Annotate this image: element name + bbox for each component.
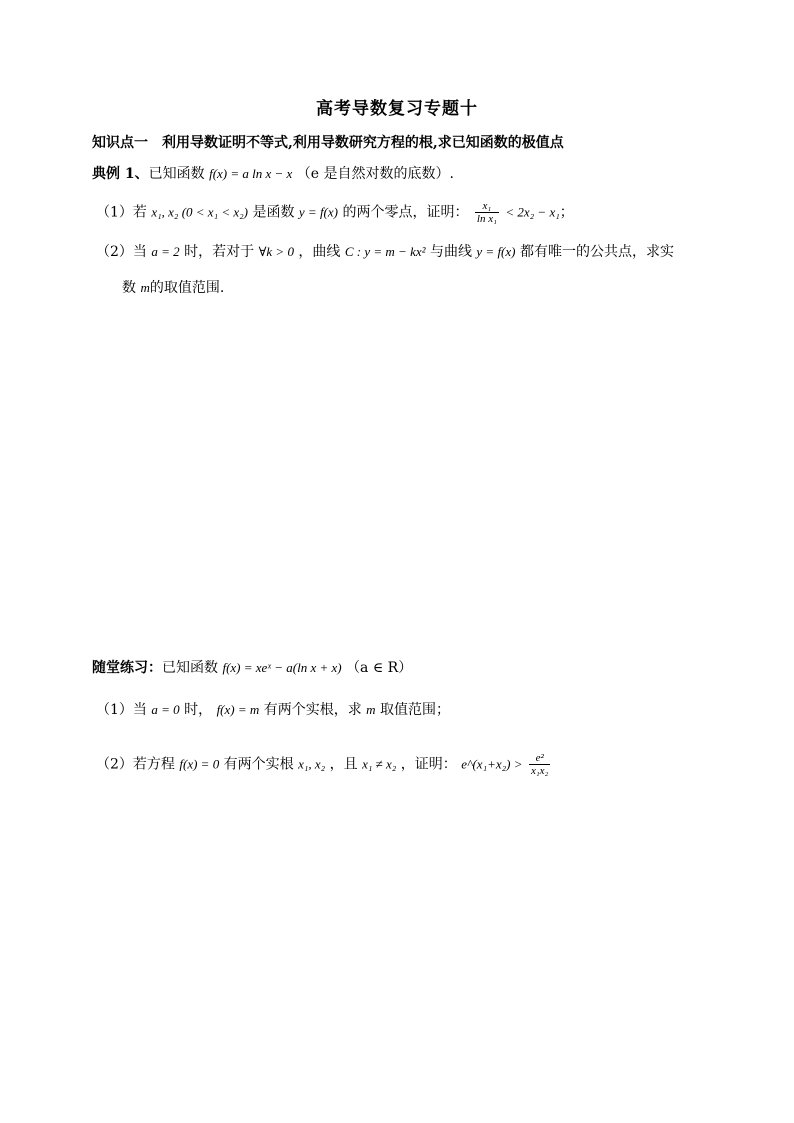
example1-intro-line xyxy=(92,164,454,184)
example1-q2-text4: 都有唯一的公共点，求实 xyxy=(519,244,674,260)
practice-q1-cond: a = 0 xyxy=(151,702,180,717)
fraction-denominator: ln x₁ xyxy=(476,213,497,225)
example1-function: f(x) = a ln x − x xyxy=(209,166,293,181)
page-title: 高考导数复习专题十 xyxy=(316,99,478,119)
example1-label: 典例 1、 xyxy=(92,166,149,182)
practice-intro-line xyxy=(92,658,412,678)
practice-cond: （a ∈ R） xyxy=(346,660,413,676)
practice-q1-text1: 时， xyxy=(184,702,213,718)
practice-function: f(x) = xeˣ − a(ln x + x) xyxy=(222,660,342,675)
example1-q2-func: y = f(x) xyxy=(476,244,516,259)
example1-q2-text1: 时，若对于 xyxy=(184,244,255,260)
practice-q2-neq: x₁ ≠ x₂ xyxy=(362,756,397,772)
practice-q2-eq: f(x) = 0 xyxy=(179,756,220,772)
fraction-denominator: x₁x₂ xyxy=(530,765,549,777)
practice-q2-text3: ，证明： xyxy=(400,756,457,773)
practice-q1-var: m xyxy=(366,702,376,717)
example1-q2-line2b: 的取值范围. xyxy=(149,280,225,296)
practice-q2-lhs: e^(x₁+x₂) > xyxy=(461,756,523,772)
practice-q2-line xyxy=(96,752,552,777)
example1-q2-var: m xyxy=(140,280,150,295)
section-heading: 知识点一 利用导数证明不等式,利用导数研究方程的根,求已知函数的极值点 xyxy=(92,135,564,151)
example1-q1-rhs: < 2x₂ − x₁ xyxy=(505,204,560,220)
example1-q2-cond: a = 2 xyxy=(151,244,180,259)
example1-q2-curve: C : y = m − kx² xyxy=(344,244,426,259)
example1-q1-line xyxy=(96,200,574,225)
practice-q2-num: （2）若方程 xyxy=(96,756,175,773)
example1-q2-quant: ∀k > 0 xyxy=(258,244,294,259)
example1-q2-text2: ，曲线 xyxy=(298,244,341,260)
example1-q2-num: （2）当 xyxy=(96,244,147,260)
practice-q1-text2: 有两个实根，求 xyxy=(263,702,362,718)
example1-q1-text: 是函数 xyxy=(252,204,295,221)
practice-q1-eq: f(x) = m xyxy=(216,702,260,717)
example1-q1-num: （1）若 xyxy=(96,204,147,221)
example1-q1-vars: x₁, x₂ (0 < x₁ < x₂) xyxy=(151,204,248,220)
example1-q2-text3: 与曲线 xyxy=(429,244,472,260)
practice-q2-fraction xyxy=(529,752,550,777)
practice-q1-text3: 取值范围； xyxy=(380,702,451,718)
example1-q2-line xyxy=(96,242,674,262)
fraction-numerator: e² xyxy=(529,752,550,765)
example1-q2-line2 xyxy=(122,278,224,298)
practice-intro: 已知函数 xyxy=(162,660,218,676)
practice-label: 随堂练习： xyxy=(92,660,162,676)
fraction-numerator: x₁ xyxy=(475,200,499,213)
example1-q1-func: y = f(x) xyxy=(298,204,338,220)
practice-q2-text2: ，且 xyxy=(329,756,358,773)
example1-q1-fraction xyxy=(475,200,499,225)
example1-q1-text2: 的两个零点，证明： xyxy=(342,204,469,221)
example1-q1-end: ； xyxy=(559,204,574,221)
example1-intro: 已知函数 xyxy=(148,166,205,182)
example1-q2-line2a: 数 xyxy=(122,280,136,296)
practice-q2-roots: x₁, x₂ xyxy=(298,756,326,772)
practice-q1-line xyxy=(96,700,450,720)
practice-q1-num: （1）当 xyxy=(96,702,147,718)
example1-note: （e 是自然对数的底数）. xyxy=(296,166,454,182)
practice-q2-text1: 有两个实根 xyxy=(223,756,294,773)
